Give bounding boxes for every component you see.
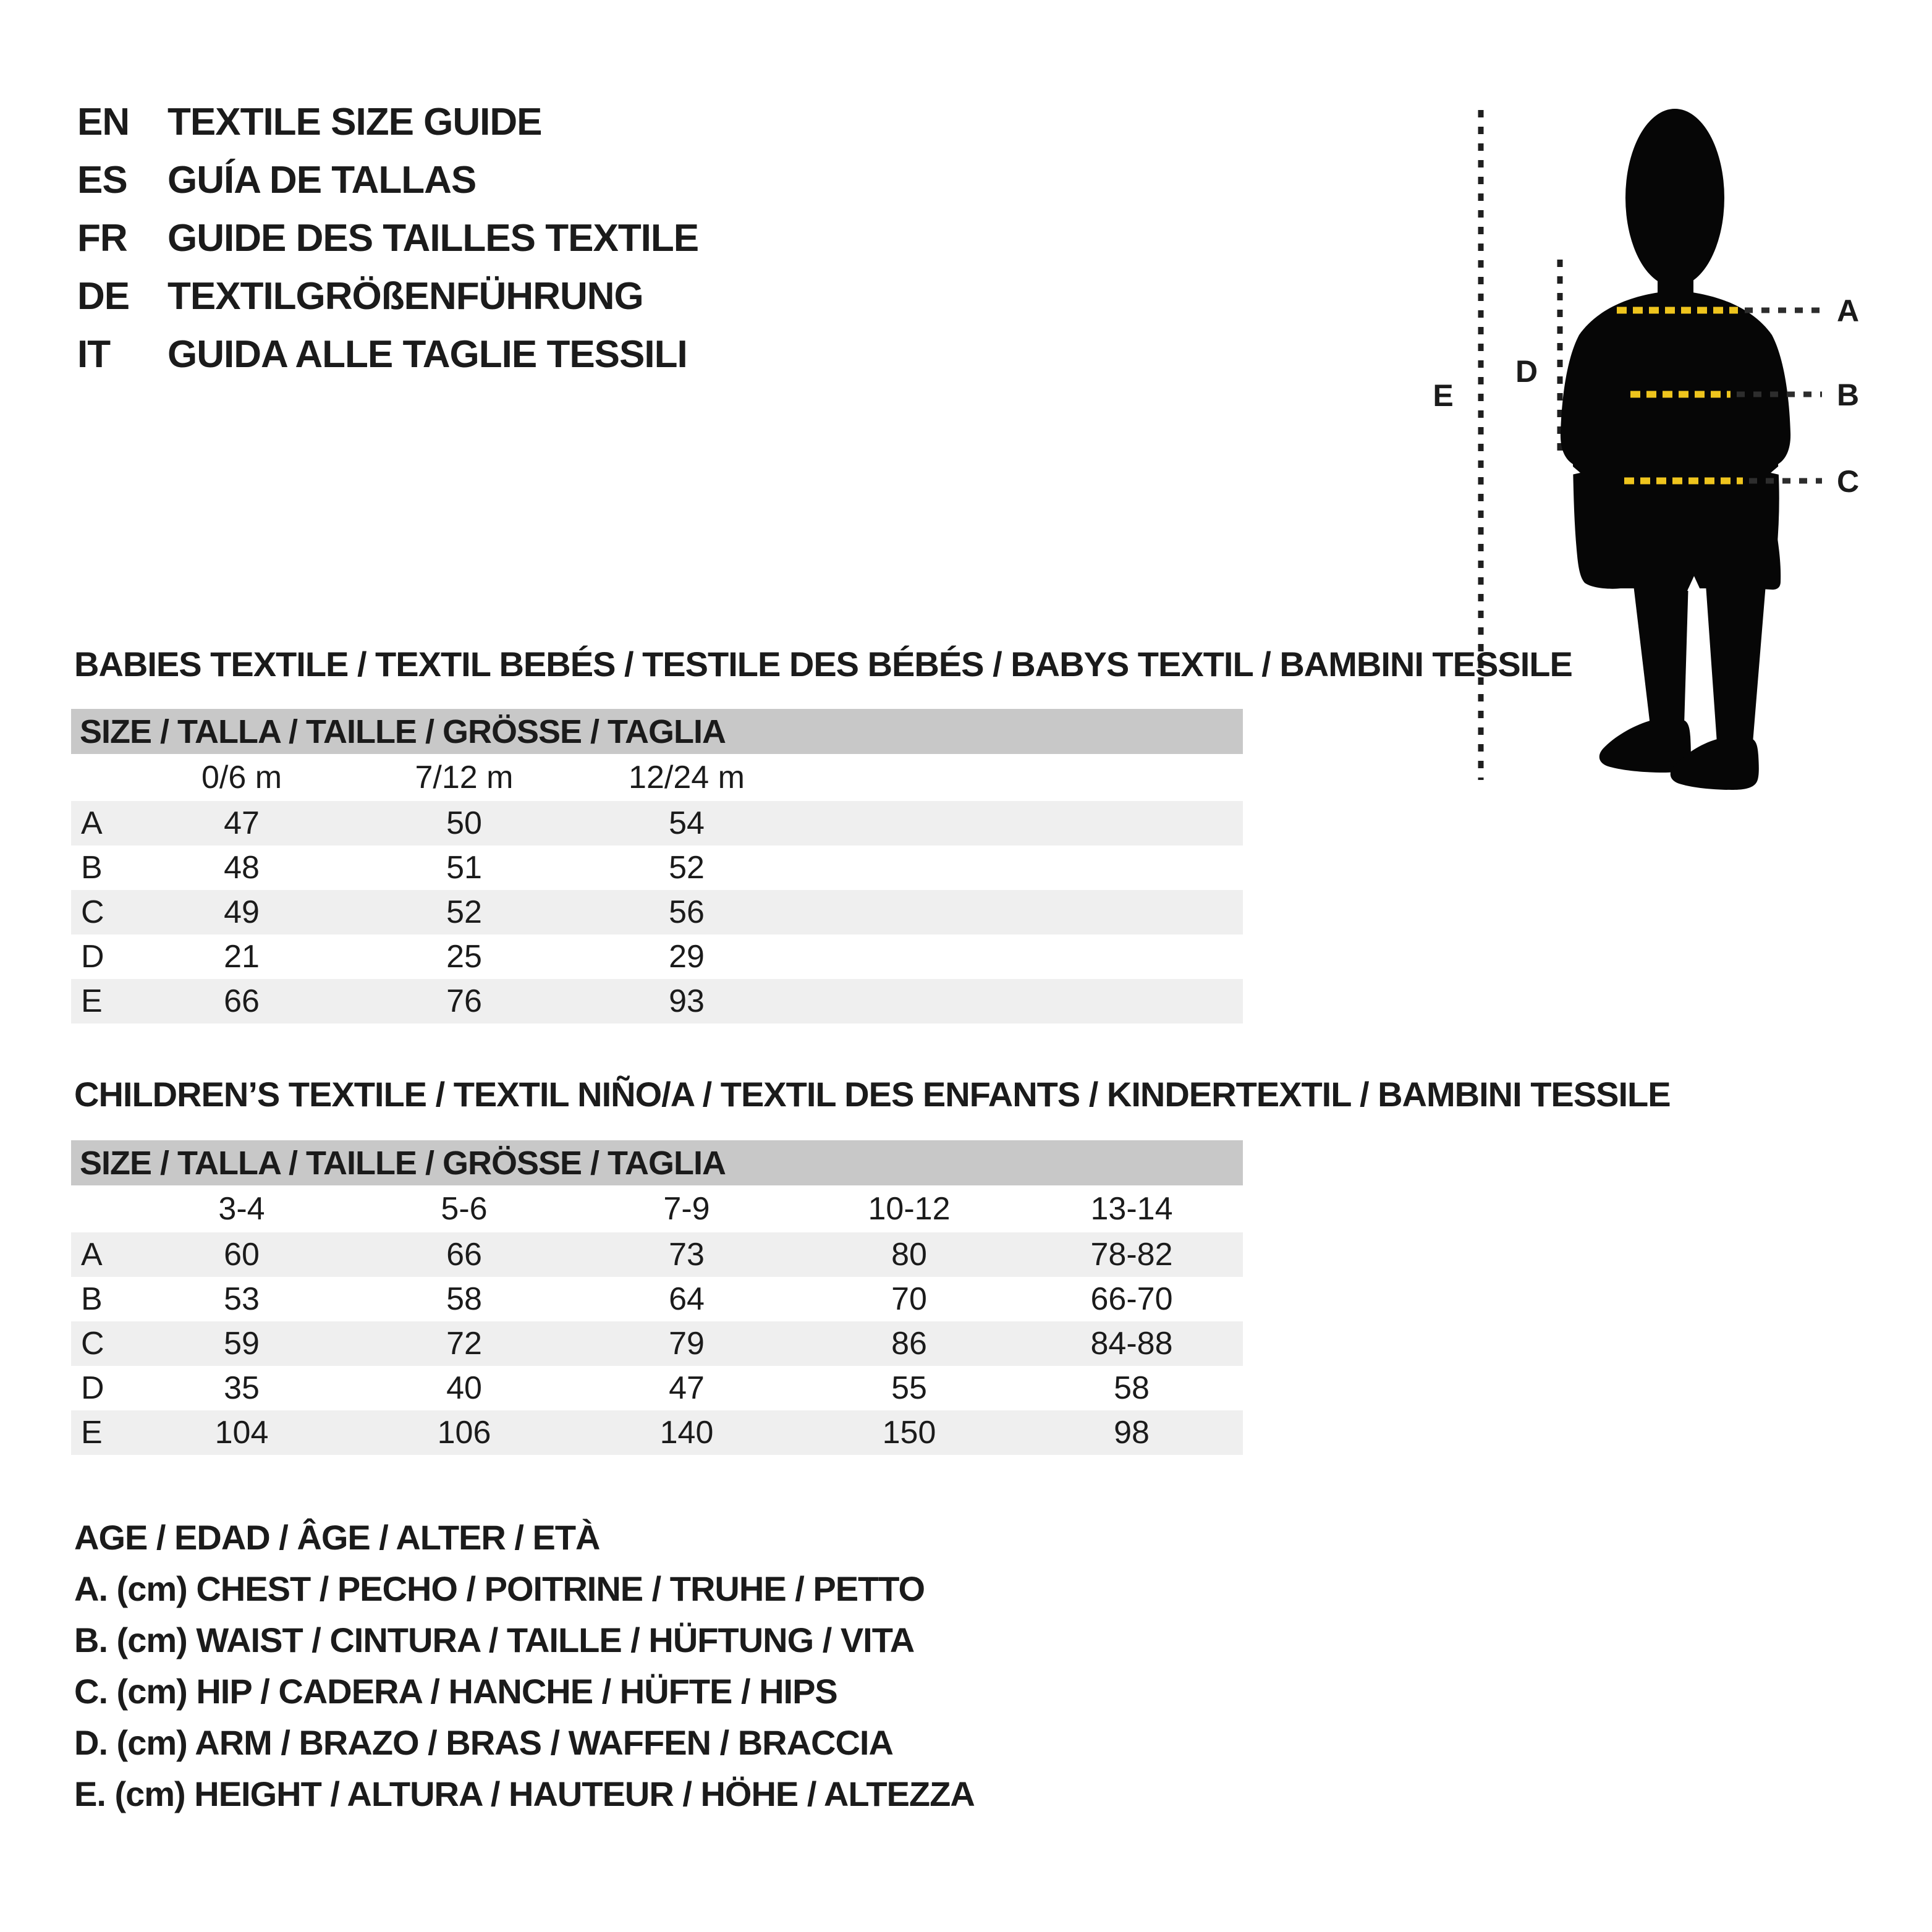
column-header-row — [71, 1185, 1243, 1232]
cell: 73 — [669, 1237, 705, 1273]
lang-title: GUIDE DES TAILLES TEXTILE — [167, 216, 699, 260]
cell: 64 — [669, 1281, 705, 1317]
lang-code: FR — [77, 216, 127, 260]
size-header-bar: SIZE / TALLA / TAILLE / GRÖSSE / TAGLIA — [71, 1140, 1243, 1185]
lang-row-en — [77, 93, 698, 151]
lang-code: EN — [77, 100, 130, 143]
legend-line-hip: C. (cm) HIP / CADERA / HANCHE / HÜFTE / HIPS — [74, 1672, 837, 1711]
column-header: 12/24 m — [629, 760, 745, 795]
measurement-legend — [74, 1512, 975, 1820]
measure-label-c: C — [1836, 464, 1860, 499]
row-label: C — [81, 894, 104, 930]
legend-line-age: AGE / EDAD / ÂGE / ALTER / ETÀ — [74, 1518, 600, 1557]
size-header-bar: SIZE / TALLA / TAILLE / GRÖSSE / TAGLIA — [71, 709, 1243, 754]
cell: 54 — [669, 805, 705, 841]
table-row — [71, 1321, 1243, 1366]
row-label: E — [81, 983, 103, 1019]
column-header: 7-9 — [663, 1191, 710, 1227]
legend-line-height: E. (cm) HEIGHT / ALTURA / HAUTEUR / HÖHE / ALTEZZA — [74, 1774, 975, 1813]
cell: 51 — [446, 850, 482, 886]
column-header: 3-4 — [218, 1191, 265, 1227]
table-row — [71, 979, 1243, 1023]
babies-size-table — [71, 709, 1243, 1023]
table-row — [71, 1277, 1243, 1321]
table-row — [71, 934, 1243, 979]
cell: 47 — [224, 805, 260, 841]
cell: 47 — [669, 1370, 705, 1406]
lang-title: GUIDA ALLE TAGLIE TESSILI — [167, 333, 687, 376]
lang-row-es — [77, 151, 698, 209]
cell: 86 — [891, 1326, 927, 1362]
lang-code: IT — [77, 333, 111, 376]
row-label: A — [81, 1237, 103, 1273]
babies-section-heading: BABIES TEXTILE / TEXTIL BEBÉS / TESTILE DES BÉBÉS / BABYS TEXTIL / BAMBINI TESSILE — [74, 645, 1572, 684]
language-header — [77, 93, 698, 383]
legend-line-chest: A. (cm) CHEST / PECHO / POITRINE / TRUHE / PETTO — [74, 1569, 925, 1608]
cell: 98 — [1114, 1415, 1150, 1451]
lang-row-de — [77, 267, 698, 325]
cell: 72 — [446, 1326, 482, 1362]
children-size-table — [71, 1140, 1243, 1455]
lang-title: GUÍA DE TALLAS — [167, 158, 477, 201]
cell: 59 — [224, 1326, 260, 1362]
cell: 66 — [224, 983, 260, 1019]
table-row — [71, 890, 1243, 934]
lang-row-it — [77, 325, 698, 383]
cell: 35 — [224, 1370, 260, 1406]
row-label: B — [81, 1281, 103, 1317]
table-row — [71, 801, 1243, 845]
cell: 84-88 — [1090, 1326, 1173, 1362]
cell: 21 — [224, 939, 260, 975]
row-label: A — [81, 805, 103, 841]
cell: 49 — [224, 894, 260, 930]
cell: 66-70 — [1090, 1281, 1173, 1317]
column-header: 13-14 — [1090, 1191, 1173, 1227]
measure-label-b: B — [1836, 378, 1860, 412]
row-label: C — [81, 1326, 104, 1362]
child-silhouette-icon — [1561, 109, 1790, 790]
cell: 25 — [446, 939, 482, 975]
row-label: B — [81, 850, 103, 886]
column-header: 10-12 — [868, 1191, 951, 1227]
cell: 55 — [891, 1370, 927, 1406]
cell: 79 — [669, 1326, 705, 1362]
cell: 106 — [437, 1415, 491, 1451]
cell: 104 — [214, 1415, 269, 1451]
measure-label-e: E — [1433, 378, 1454, 413]
row-label: D — [81, 939, 104, 975]
cell: 140 — [659, 1415, 714, 1451]
table-row — [71, 845, 1243, 890]
table-row — [71, 1232, 1243, 1277]
column-header: 7/12 m — [415, 760, 514, 795]
cell: 48 — [224, 850, 260, 886]
row-label: D — [81, 1370, 104, 1406]
lang-title: TEXTILE SIZE GUIDE — [167, 100, 542, 143]
legend-line-waist: B. (cm) WAIST / CINTURA / TAILLE / HÜFTUNG / VITA — [74, 1621, 915, 1659]
table-row — [71, 1366, 1243, 1410]
measure-label-a: A — [1836, 294, 1860, 328]
column-header: 5-6 — [441, 1191, 488, 1227]
cell: 58 — [446, 1281, 482, 1317]
column-header: 0/6 m — [201, 760, 282, 795]
cell: 53 — [224, 1281, 260, 1317]
cell: 80 — [891, 1237, 927, 1273]
cell: 40 — [446, 1370, 482, 1406]
cell: 50 — [446, 805, 482, 841]
cell: 66 — [446, 1237, 482, 1273]
cell: 58 — [1114, 1370, 1150, 1406]
cell: 76 — [446, 983, 482, 1019]
measure-label-d: D — [1515, 354, 1538, 389]
cell: 52 — [669, 850, 705, 886]
cell: 93 — [669, 983, 705, 1019]
cell: 60 — [224, 1237, 260, 1273]
table-row — [71, 1410, 1243, 1455]
lang-row-fr — [77, 209, 698, 267]
legend-line-arm: D. (cm) ARM / BRAZO / BRAS / WAFFEN / BRACCIA — [74, 1723, 893, 1762]
lang-code: DE — [77, 274, 130, 318]
lang-code: ES — [77, 158, 127, 201]
column-header-row — [71, 754, 1243, 801]
cell: 70 — [891, 1281, 927, 1317]
children-section-heading: CHILDREN’S TEXTILE / TEXTIL NIÑO/A / TEXTIL DES ENFANTS / KINDERTEXTIL / BAMBINI TESSILE — [74, 1075, 1671, 1114]
measurement-figure — [1409, 87, 1932, 791]
cell: 78-82 — [1090, 1237, 1173, 1273]
cell: 52 — [446, 894, 482, 930]
cell: 150 — [882, 1415, 936, 1451]
cell: 56 — [669, 894, 705, 930]
row-label: E — [81, 1415, 103, 1451]
cell: 29 — [669, 939, 705, 975]
lang-title: TEXTILGRÖßENFÜHRUNG — [167, 274, 643, 318]
